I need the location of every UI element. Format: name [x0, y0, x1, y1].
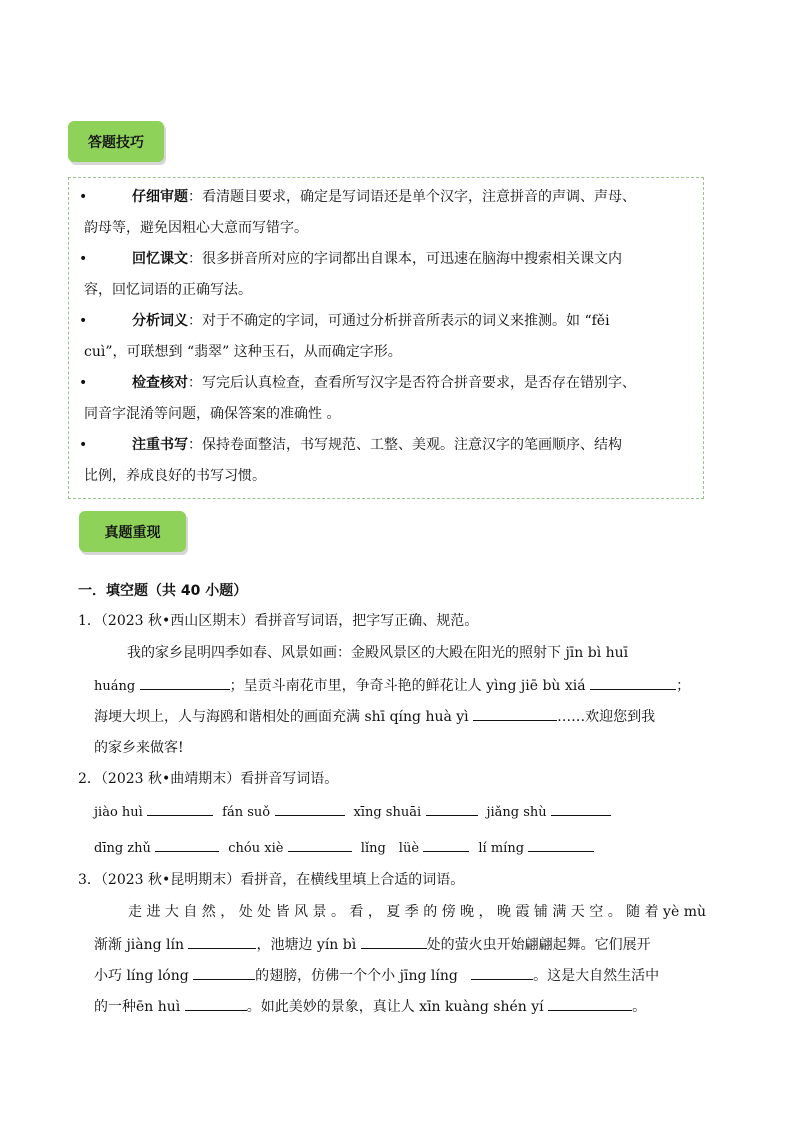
pinyin: dīng zhǔ [94, 841, 151, 856]
tip-title: 分析词义 [132, 313, 188, 329]
tips-box [68, 177, 704, 499]
bullet-icon: • [79, 313, 88, 329]
answer-blank[interactable] [361, 936, 427, 949]
pinyin: fán suǒ [222, 805, 271, 820]
question-text: 的一种ēn huì [94, 999, 181, 1015]
answer-blank[interactable] [471, 967, 533, 980]
question-text: 。 [632, 999, 647, 1015]
question-3-heading: 3．（2023 秋•昆明期末）看拼音，在横线里填上合适的词语。 [78, 872, 465, 888]
pinyin: jiǎng shù [486, 805, 547, 820]
tip-title: 注重书写 [132, 437, 188, 453]
tip-text-cont: 韵母等，避免因粗心大意而写错字。 [84, 220, 308, 236]
tip-text-cont: cuì”，可联想到 “翡翠” 这种玉石，从而确定字形。 [84, 344, 402, 360]
bullet-icon: • [79, 437, 88, 453]
question-1-text [94, 706, 655, 726]
tip-title: 回忆课文 [132, 251, 188, 267]
question-text: 小巧 líng lóng [94, 968, 189, 984]
question-1-heading: 1．（2023 秋•西山区期末）看拼音写词语，把字写正确、规范。 [78, 613, 479, 629]
tip-text: ：对于不确定的字词，可通过分析拼音所表示的词义来推测。如 “fěi [188, 313, 610, 329]
question-text: ，池塘边 yín bì [256, 937, 357, 953]
tip-title: 仔细审题 [132, 189, 188, 205]
pinyin: lí míng [478, 841, 525, 856]
question-text: 的翅膀，仿佛一个个小 jīng líng [255, 968, 458, 984]
answer-blank[interactable] [188, 936, 256, 949]
tip-text: ：写完后认真检查，查看所写汉字是否符合拼音要求，是否存在错别字、 [188, 375, 636, 391]
question-text: 海埂大坝上，人与海鸥和谐相处的画面充满 shī qíng huà yì [94, 709, 469, 725]
tip-item [77, 368, 697, 430]
tip-text: ：很多拼音所对应的字词都出自课本，可迅速在脑海中搜索相关课文内 [188, 251, 622, 267]
question-2-row [94, 803, 611, 820]
question-2-heading: 2．（2023 秋•曲靖期末）看拼音写词语。 [78, 771, 339, 787]
tip-text: ：看清题目要求，确定是写词语还是单个汉字，注意拼音的声调、声母、 [188, 189, 636, 205]
answer-blank[interactable] [528, 839, 594, 852]
answer-blank[interactable] [140, 677, 230, 690]
answer-blank[interactable] [193, 967, 255, 980]
answer-blank[interactable] [423, 839, 469, 852]
answer-blank[interactable] [185, 998, 247, 1011]
bullet-icon: • [79, 251, 88, 267]
answer-blank[interactable] [155, 839, 219, 852]
question-1-text: 我的家乡昆明四季如春、风景如画：金殿风景区的大殿在阳光的照射下 jīn bì huī [127, 645, 629, 661]
question-1-text [94, 675, 690, 695]
answer-blank[interactable] [288, 839, 352, 852]
answer-blank[interactable] [548, 998, 632, 1011]
question-3-text: 走 进 大 自 然 ， 处 处 皆 风 景 。 看 ， 夏 季 的 傍 晚 ， 晚 霞 铺 满 天 空 。 随 着 yè mù [128, 904, 706, 920]
real-questions-tag: 真题重现 [79, 511, 186, 552]
bullet-icon: • [79, 375, 88, 391]
answer-blank[interactable] [147, 803, 213, 816]
question-3-text [94, 996, 646, 1016]
tip-text-cont: 同音字混淆等问题，确保答案的准确性 。 [84, 406, 341, 422]
question-text: 。如此美妙的景象，真让人 xīn kuàng shén yí [246, 999, 544, 1015]
question-3-text [94, 934, 651, 954]
question-text: ；呈贡斗南花市里，争奇斗艳的鲜花让人 yìng jiē bù xiá [229, 678, 586, 694]
tip-text-cont: 容，回忆词语的正确写法。 [84, 282, 252, 298]
question-text: ； [676, 678, 691, 694]
question-1-text: 的家乡来做客! [94, 740, 184, 756]
tip-text-cont: 比例，养成良好的书写习惯。 [84, 468, 266, 484]
question-text: 处的萤火虫开始翩翩起舞。它们展开 [426, 937, 651, 953]
tip-item [77, 430, 697, 492]
answer-blank[interactable] [590, 677, 676, 690]
answer-blank[interactable] [473, 708, 557, 721]
tip-title: 检查核对 [132, 375, 188, 391]
bullet-icon: • [79, 189, 88, 205]
pinyin: lǐng lüè [360, 841, 420, 856]
answer-blank[interactable] [426, 803, 478, 816]
tip-item [77, 244, 697, 306]
pinyin: xīng shuāi [353, 805, 422, 820]
question-text: ……欢迎您到我 [557, 709, 656, 725]
question-text: 。这是大自然生活中 [533, 968, 660, 984]
tip-item [77, 182, 697, 244]
question-2-row [94, 837, 594, 856]
pinyin: chóu xiè [228, 841, 284, 856]
tips-tag: 答题技巧 [68, 121, 164, 162]
answer-blank[interactable] [275, 803, 345, 816]
answer-blank[interactable] [551, 803, 611, 816]
pinyin: jiào huì [94, 805, 143, 820]
tip-text: ：保持卷面整洁，书写规范、工整、美观。注意汉字的笔画顺序、结构 [188, 437, 622, 453]
pinyin: huáng [94, 679, 136, 694]
tip-item [77, 306, 697, 368]
question-3-text [94, 965, 659, 985]
question-text: 渐渐 jiàng lín [94, 937, 185, 953]
section-title: 一．填空题（共 40 小题） [78, 583, 248, 599]
